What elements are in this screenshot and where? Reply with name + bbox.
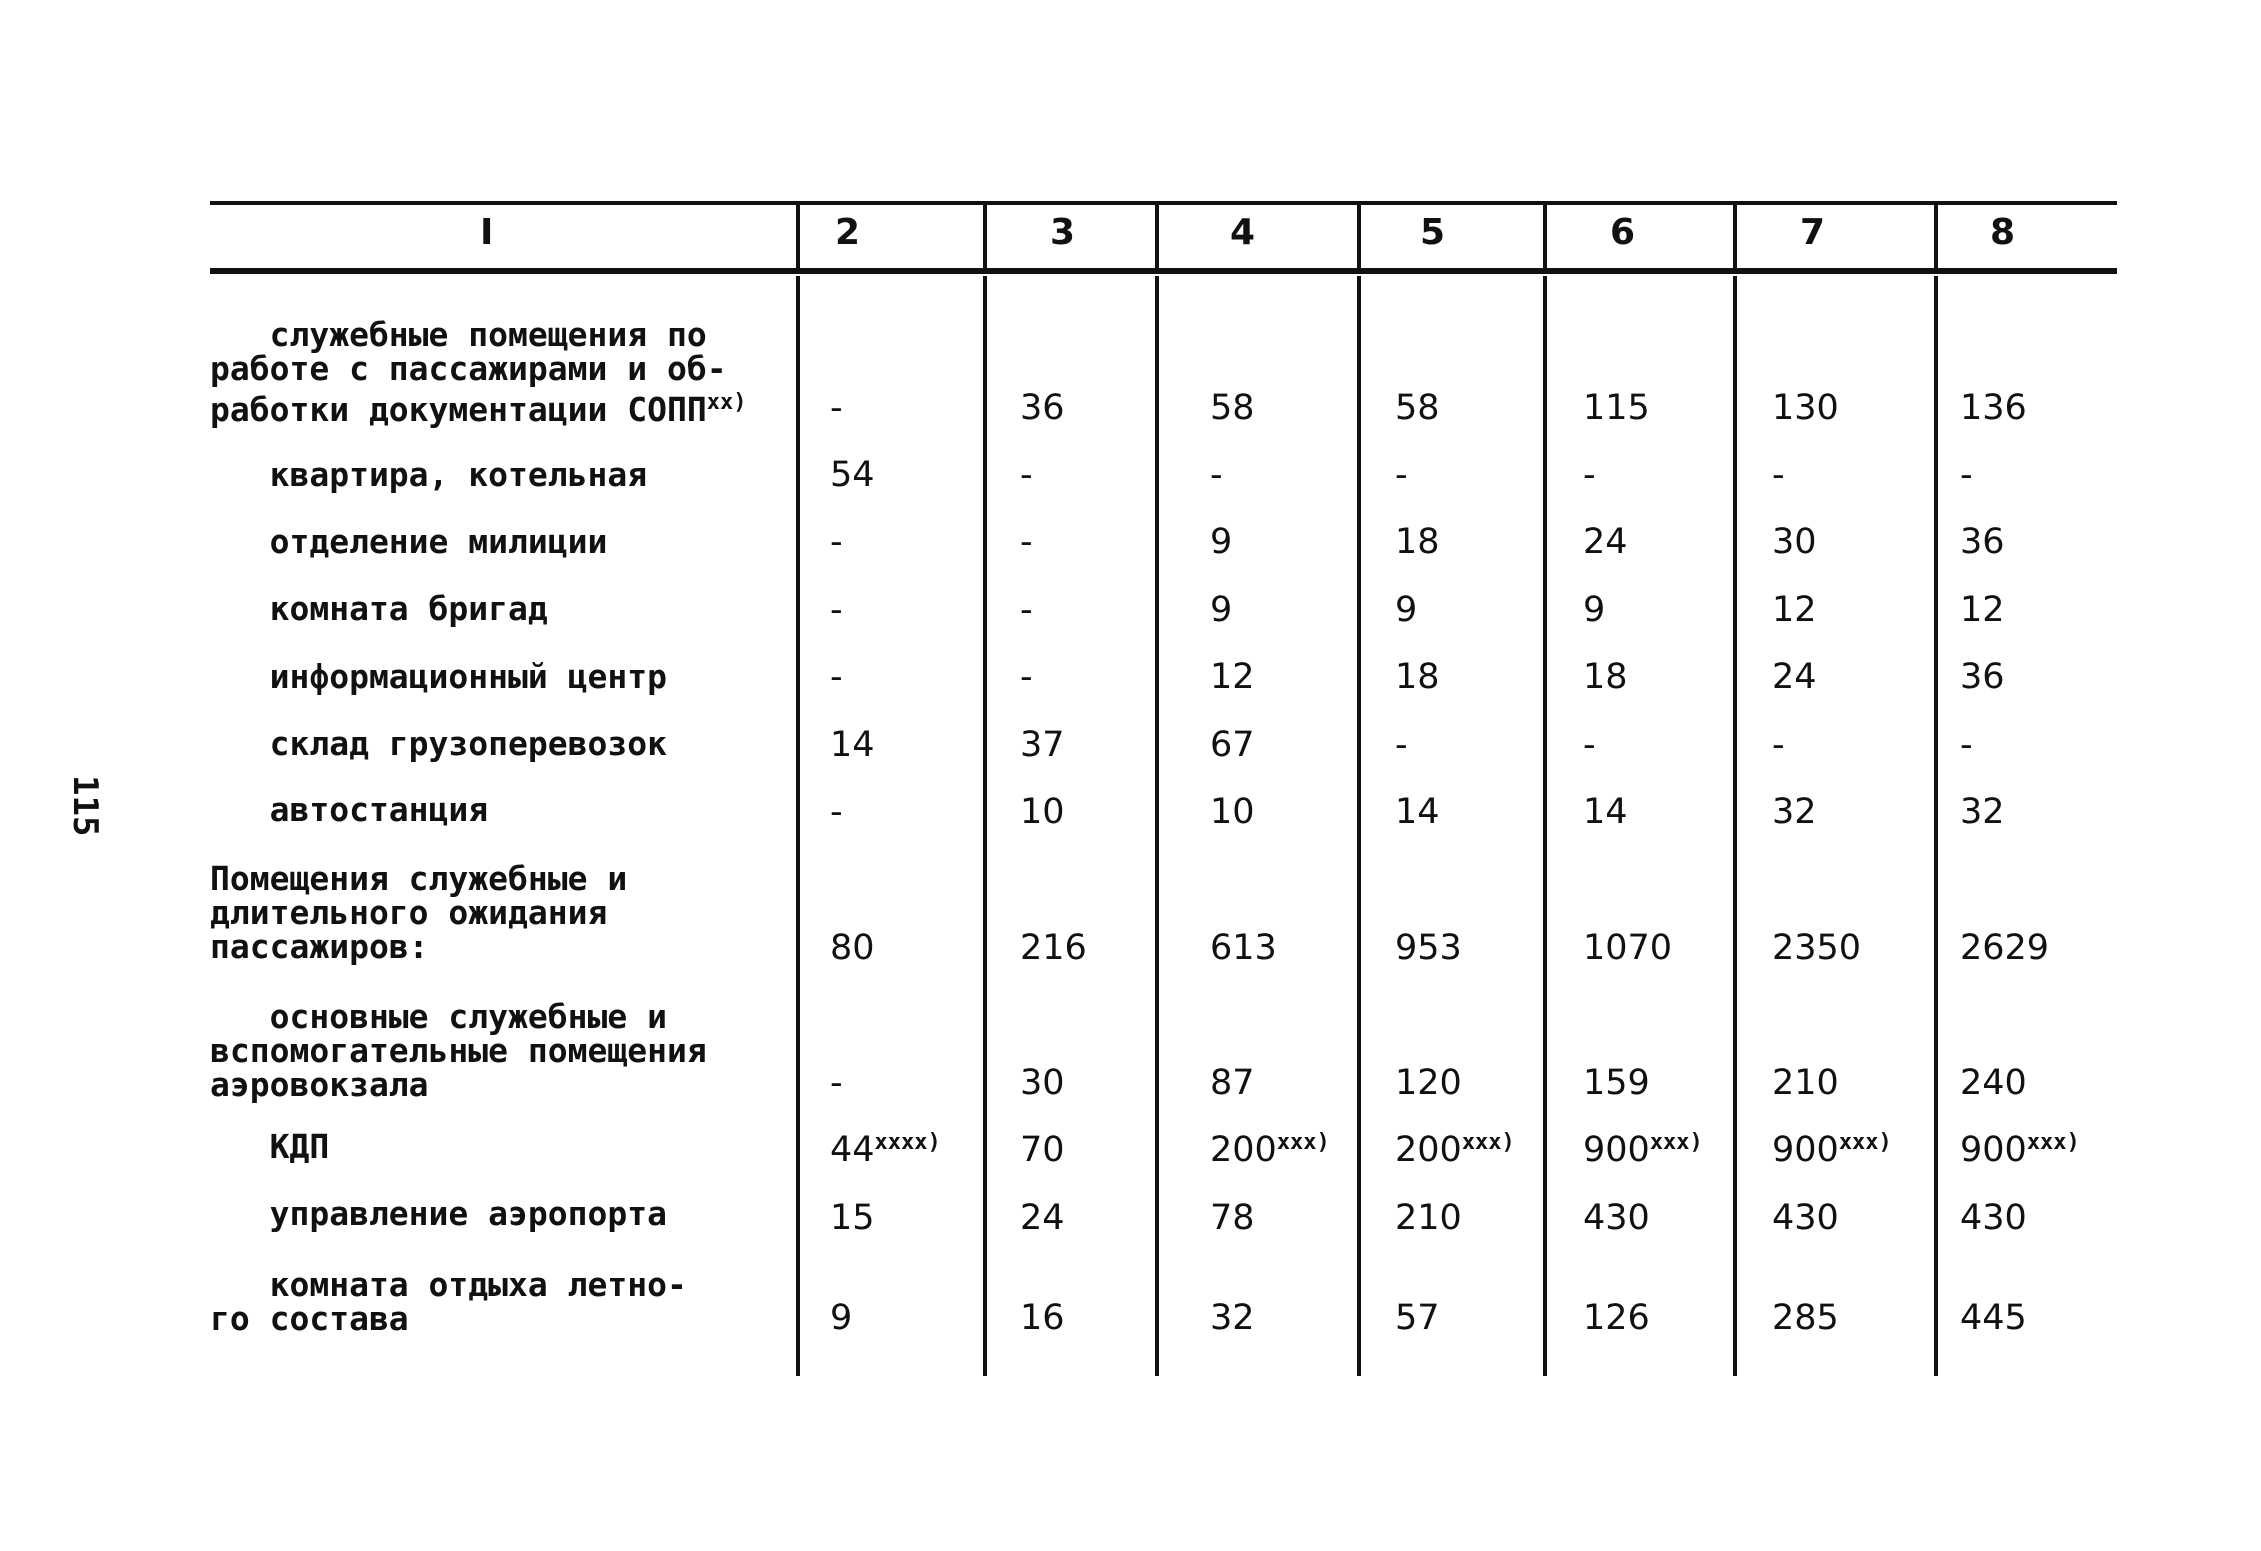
cell-value: - [1772,725,1785,765]
cell-value: 445 [1960,1298,2027,1338]
cell-value: 126 [1583,1298,1650,1338]
cell-value: 24 [1772,657,1817,697]
cell-value: 9 [830,1298,853,1338]
table-cell-col-6 [1583,522,1628,562]
cell-value: 9 [1210,590,1233,630]
cell-value: 240 [1960,1063,2027,1103]
table-cell-col-7 [1772,455,1785,495]
cell-value: 210 [1772,1063,1839,1103]
table-cell-col-3 [1020,792,1065,832]
cell-value: 16 [1020,1298,1065,1338]
table-cell-col-4 [1210,1063,1255,1103]
cell-value: 30 [1772,522,1817,562]
table-cell-col-2 [830,455,875,495]
cell-value: 30 [1020,1063,1065,1103]
row-label-text: квартира, котельная [210,455,648,494]
table-cell-col-8 [1960,1198,2027,1238]
table-cell-col-3 [1020,1063,1065,1103]
table-cell-col-8 [1960,1063,2027,1103]
row-label [210,522,608,561]
cell-value: 430 [1583,1198,1650,1238]
cell-value: 900 [1772,1130,1839,1170]
cell-value: 200 [1210,1130,1277,1170]
table-cell-col-4 [1210,1298,1255,1338]
cell-value: 67 [1210,725,1255,765]
table-cell-col-5 [1395,455,1408,495]
table-cell-col-8 [1960,657,2005,697]
table-cell-col-4 [1210,1130,1330,1170]
header-cell-col-4: 4 [1230,212,1256,253]
table-cell-col-8 [1960,455,1973,495]
table-cell-col-5 [1395,590,1417,630]
cell-value: 10 [1020,792,1065,832]
cell-value: 130 [1772,388,1839,428]
table-cell-col-7 [1772,590,1817,630]
cell-value: 14 [830,725,875,765]
table-cell-col-5 [1395,522,1440,562]
table-cell-col-4 [1210,725,1255,765]
cell-value: 14 [1395,792,1440,832]
header-column-separator [1155,205,1159,271]
row-label-text: основные служебные и вспомогательные помещения аэровокзала [210,997,707,1104]
table-cell-col-3 [1020,522,1033,562]
table-cell-col-6 [1583,455,1596,495]
table-header-rule [210,268,2117,274]
table-cell-col-5 [1395,1298,1440,1338]
header-cell-col-2: 2 [835,212,861,253]
table-cell-col-5 [1395,1063,1462,1103]
header-column-separator [1543,205,1547,271]
header-cell-col-1: I [480,212,494,253]
header-column-separator [1357,205,1361,271]
row-label-text: автостанция [210,790,489,829]
table-cell-col-4 [1210,928,1277,968]
cell-footnote: ххх) [1461,1130,1515,1155]
cell-value: 2350 [1772,928,1862,968]
row-label [210,657,667,696]
cell-value: 200 [1395,1130,1462,1170]
table-cell-col-8 [1960,590,2005,630]
row-label-footnote: хх) [706,390,747,415]
cell-value: - [830,792,843,832]
cell-value: 12 [1772,590,1817,630]
table-cell-col-6 [1583,1198,1650,1238]
row-label [210,315,747,429]
cell-value: 2629 [1960,928,2050,968]
table-cell-col-8 [1960,1298,2027,1338]
table-cell-col-5 [1395,1130,1515,1170]
cell-value: - [1020,657,1033,697]
cell-value: 216 [1020,928,1087,968]
table-cell-col-4 [1210,792,1255,832]
header-cell-col-3: 3 [1050,212,1076,253]
cell-value: 18 [1395,522,1440,562]
row-label [210,1265,687,1338]
table-cell-col-7 [1772,1063,1839,1103]
table-cell-col-6 [1583,792,1628,832]
cell-footnote: хххх) [874,1130,941,1155]
cell-value: 210 [1395,1198,1462,1238]
column-separator [983,276,987,1376]
cell-value: 24 [1583,522,1628,562]
cell-value: 87 [1210,1063,1255,1103]
table-cell-col-7 [1772,928,1861,968]
table-cell-col-6 [1583,590,1605,630]
table-cell-col-8 [1960,388,2027,428]
row-label [210,859,628,966]
cell-value: - [1772,455,1785,495]
table-cell-col-7 [1772,657,1817,697]
table-cell-col-6 [1583,725,1596,765]
cell-value: - [1395,455,1408,495]
row-label [210,455,648,494]
cell-value: 36 [1020,388,1065,428]
cell-value: - [1395,725,1408,765]
cell-value: 9 [1583,590,1606,630]
cell-value: 1070 [1583,928,1673,968]
row-label-text: служебные помещения по работе с пассажирами и об- работки документации СОПП [210,315,727,429]
page-number: 115 [65,775,105,837]
cell-value: 80 [830,928,875,968]
cell-value: 36 [1960,657,2005,697]
table-cell-col-5 [1395,928,1462,968]
row-label [210,724,667,763]
table-cell-col-4 [1210,1198,1255,1238]
cell-value: - [830,522,843,562]
table-top-rule [210,201,2117,205]
table-cell-col-6 [1583,657,1628,697]
cell-value: 10 [1210,792,1255,832]
cell-value: 14 [1583,792,1628,832]
table-cell-col-6 [1583,1298,1650,1338]
table-cell-col-4 [1210,455,1223,495]
table-cell-col-7 [1772,1130,1892,1170]
cell-footnote: ххх) [1838,1130,1892,1155]
table-cell-col-3 [1020,1198,1065,1238]
header-cell-col-5: 5 [1420,212,1446,253]
cell-value: 136 [1960,388,2027,428]
cell-value: - [1583,455,1596,495]
table-cell-col-3 [1020,657,1033,697]
cell-value: 18 [1395,657,1440,697]
header-column-separator [1733,205,1737,271]
table-cell-col-5 [1395,1198,1462,1238]
column-separator [1357,276,1361,1376]
cell-value: - [1020,590,1033,630]
header-cell-col-7: 7 [1800,212,1826,253]
cell-value: 430 [1960,1198,2027,1238]
table-cell-col-4 [1210,388,1255,428]
row-label-text: комната отдыха летно- го состава [210,1265,687,1338]
cell-value: 900 [1583,1130,1650,1170]
table-cell-col-3 [1020,455,1033,495]
cell-footnote: ххх) [1649,1130,1703,1155]
table-cell-col-6 [1583,388,1650,428]
cell-value: 36 [1960,522,2005,562]
row-label-text: Помещения служебные и длительного ожидания пассажиров: [210,859,628,966]
column-separator [1543,276,1547,1376]
table-cell-col-3 [1020,1298,1065,1338]
header-cell-col-6: 6 [1610,212,1636,253]
row-label-text: КДП [210,1127,330,1166]
table-cell-col-2 [830,1063,843,1103]
table-cell-col-4 [1210,590,1232,630]
cell-value: 54 [830,455,875,495]
table-cell-col-5 [1395,725,1408,765]
table-cell-col-2 [830,928,875,968]
table-cell-col-7 [1772,1298,1839,1338]
cell-value: 285 [1772,1298,1839,1338]
cell-value: - [1960,455,1973,495]
cell-value: 32 [1772,792,1817,832]
table-cell-col-4 [1210,657,1255,697]
row-label [210,1194,667,1233]
cell-value: - [830,388,843,428]
cell-value: - [1020,455,1033,495]
cell-value: 12 [1210,657,1255,697]
table-cell-col-4 [1210,522,1232,562]
column-separator [796,276,800,1376]
row-label [210,1127,330,1166]
table-cell-col-6 [1583,1063,1650,1103]
cell-value: 159 [1583,1063,1650,1103]
cell-value: 18 [1583,657,1628,697]
table-cell-col-2 [830,725,875,765]
cell-value: 24 [1020,1198,1065,1238]
cell-value: 70 [1020,1130,1065,1170]
cell-value: - [830,1063,843,1103]
column-separator [1934,276,1938,1376]
row-label-text: склад грузоперевозок [210,724,667,763]
table-cell-col-6 [1583,928,1672,968]
column-separator [1155,276,1159,1376]
cell-value: - [830,657,843,697]
header-column-separator [983,205,987,271]
cell-value: 58 [1395,388,1440,428]
cell-value: 9 [1210,522,1233,562]
cell-value: 32 [1210,1298,1255,1338]
table-cell-col-3 [1020,388,1065,428]
row-label-text: комната бригад [210,589,548,628]
table-cell-col-8 [1960,792,2005,832]
cell-value: - [1583,725,1596,765]
cell-value: 953 [1395,928,1462,968]
table-cell-col-2 [830,792,843,832]
cell-value: 613 [1210,928,1277,968]
table-cell-col-6 [1583,1130,1703,1170]
table-cell-col-2 [830,1298,852,1338]
cell-value: 12 [1960,590,2005,630]
table-cell-col-8 [1960,522,2005,562]
table-cell-col-3 [1020,590,1033,630]
cell-value: 57 [1395,1298,1440,1338]
cell-value: 9 [1395,590,1418,630]
row-label-text: информационный центр [210,657,667,696]
table-cell-col-8 [1960,928,2049,968]
cell-value: - [830,590,843,630]
table-cell-col-5 [1395,792,1440,832]
cell-value: 430 [1772,1198,1839,1238]
table-cell-col-2 [830,1130,941,1170]
column-separator [1733,276,1737,1376]
table-cell-col-2 [830,522,843,562]
cell-footnote: ххх) [2026,1130,2080,1155]
row-label [210,997,707,1104]
table-cell-col-7 [1772,388,1839,428]
table-cell-col-5 [1395,388,1440,428]
cell-value: - [1960,725,1973,765]
cell-value: 115 [1583,388,1650,428]
row-label-text: управление аэропорта [210,1194,667,1233]
table-cell-col-7 [1772,792,1817,832]
row-label-text: отделение милиции [210,522,608,561]
cell-value: 900 [1960,1130,2027,1170]
table-cell-col-2 [830,590,843,630]
table-cell-col-7 [1772,1198,1839,1238]
table-cell-col-3 [1020,1130,1065,1170]
table-cell-col-7 [1772,522,1817,562]
table-cell-col-8 [1960,725,1973,765]
header-column-separator [796,205,800,271]
cell-value: 120 [1395,1063,1462,1103]
table-cell-col-2 [830,388,843,428]
cell-value: 78 [1210,1198,1255,1238]
row-label [210,790,489,829]
table-cell-col-2 [830,1198,875,1238]
cell-value: - [1210,455,1223,495]
cell-value: 32 [1960,792,2005,832]
table-cell-col-3 [1020,725,1065,765]
cell-value: - [1020,522,1033,562]
cell-value: 58 [1210,388,1255,428]
cell-value: 44 [830,1130,875,1170]
row-label [210,589,548,628]
table-cell-col-8 [1960,1130,2080,1170]
table-cell-col-5 [1395,657,1440,697]
table-cell-col-2 [830,657,843,697]
header-cell-col-8: 8 [1990,212,2016,253]
table-cell-col-3 [1020,928,1087,968]
cell-value: 37 [1020,725,1065,765]
table-cell-col-7 [1772,725,1785,765]
header-column-separator [1934,205,1938,271]
cell-footnote: ххх) [1276,1130,1330,1155]
cell-value: 15 [830,1198,875,1238]
